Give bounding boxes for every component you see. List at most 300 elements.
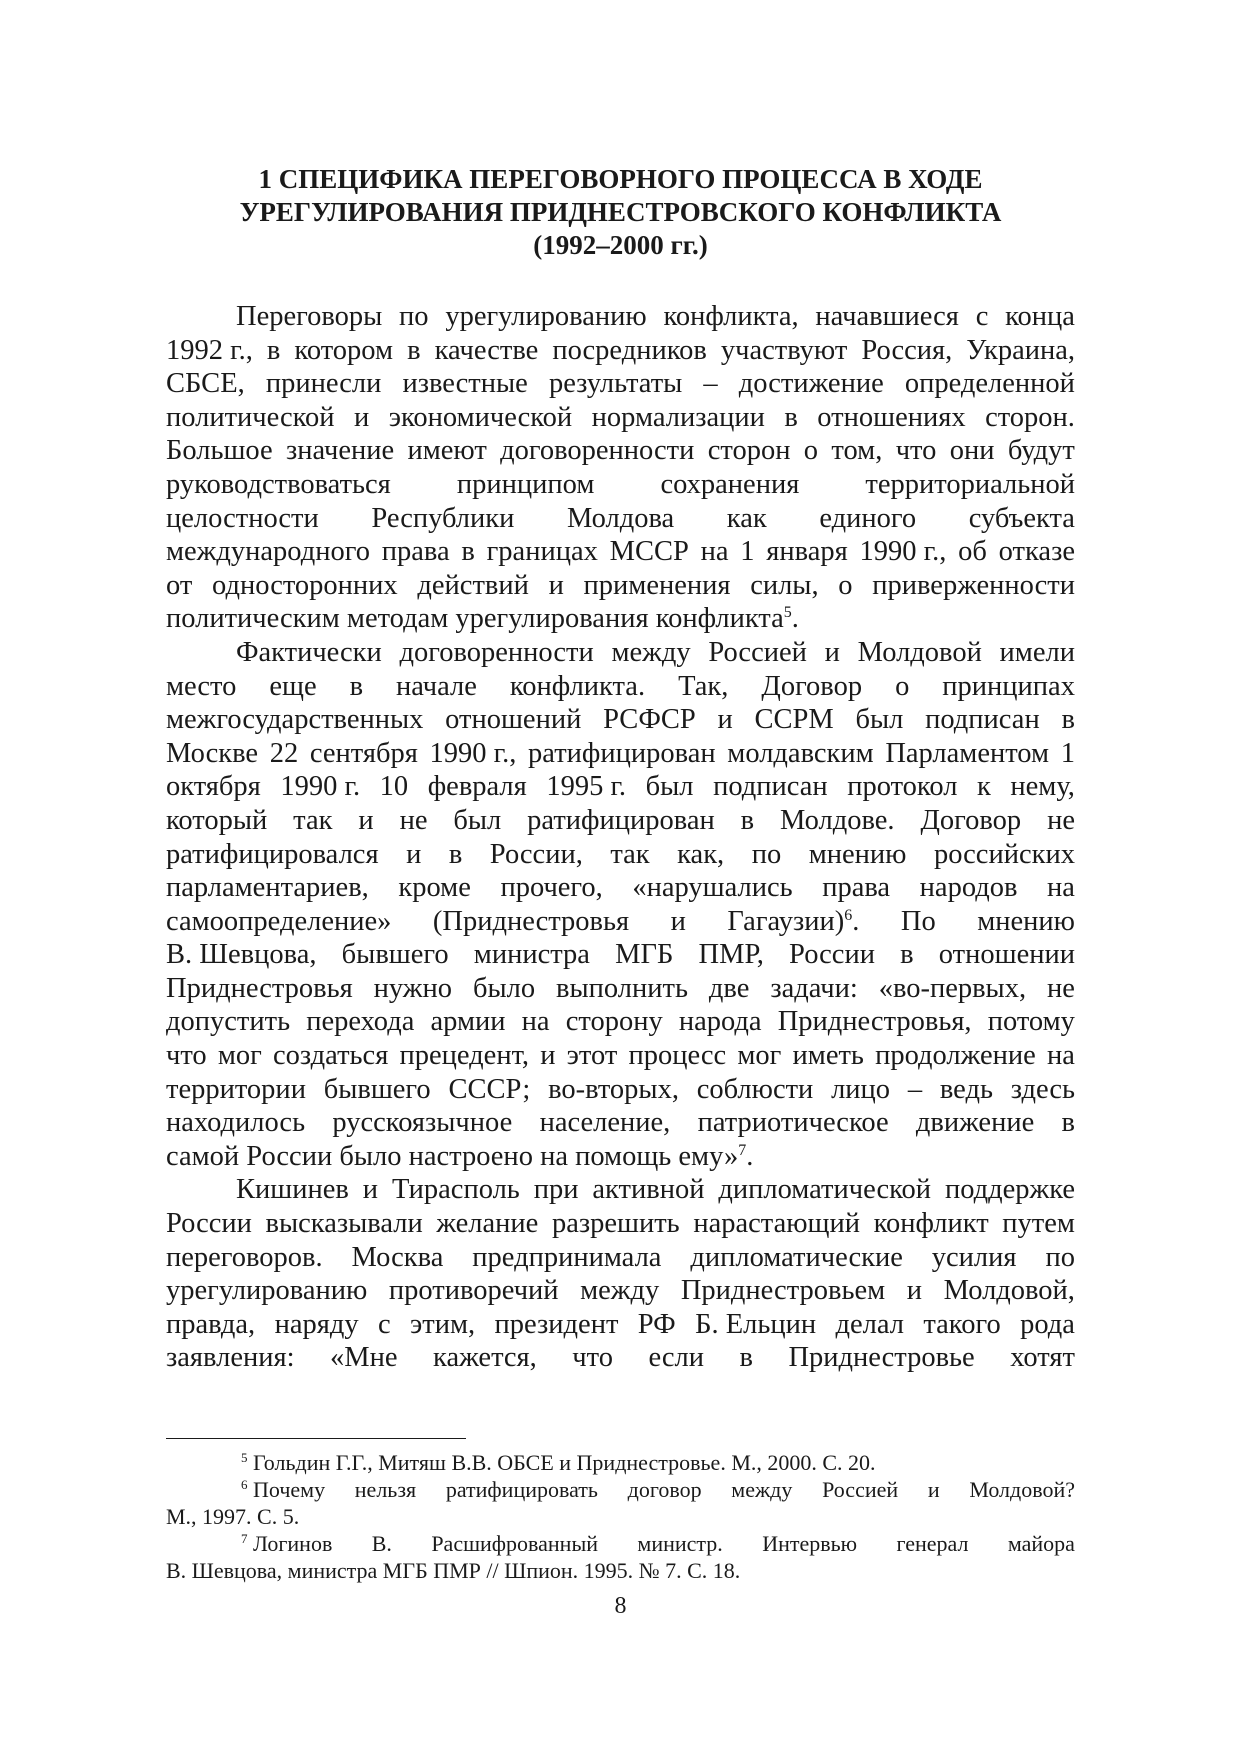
word: высказывали xyxy=(265,1208,423,1240)
word: Украина, xyxy=(966,334,1075,366)
text-line xyxy=(166,1341,1075,1375)
word: международного xyxy=(166,536,370,568)
word: ПМР, xyxy=(698,939,764,971)
word: сторон. xyxy=(985,401,1075,433)
word: сентября xyxy=(309,737,418,769)
word: на xyxy=(700,536,729,568)
word: МССР xyxy=(609,536,689,568)
word: активной xyxy=(592,1174,705,1206)
word: между xyxy=(580,1275,660,1307)
word: в xyxy=(461,536,475,568)
word: односторонних xyxy=(212,569,398,601)
word: потому xyxy=(987,1006,1075,1038)
word: с xyxy=(975,301,989,332)
text-line xyxy=(166,434,1075,468)
word: протокол xyxy=(847,771,958,803)
word: при xyxy=(533,1174,579,1206)
text-line xyxy=(166,1274,1075,1308)
word: приверженности xyxy=(872,569,1075,601)
word: применения xyxy=(583,569,731,601)
word: находилось xyxy=(166,1107,306,1139)
word: РФ xyxy=(637,1308,676,1340)
word: Республики xyxy=(371,502,515,534)
word: известные xyxy=(402,368,528,400)
word: что xyxy=(572,1342,613,1374)
word: не xyxy=(399,804,428,836)
word: наряду xyxy=(274,1308,359,1340)
text-line xyxy=(166,1173,1075,1207)
word: отношений xyxy=(445,704,582,736)
word: задачи: xyxy=(770,972,858,1004)
word: патриотическое xyxy=(697,1107,889,1139)
word: подписан xyxy=(713,771,828,803)
word: февраля xyxy=(427,771,527,803)
word: соблюсти xyxy=(696,1073,814,1105)
word: они xyxy=(949,435,995,467)
word: хотят xyxy=(1010,1342,1075,1374)
word: и xyxy=(824,636,840,668)
word: Приднестровья xyxy=(166,972,353,1004)
text-line xyxy=(166,401,1075,435)
word: и xyxy=(540,1040,556,1072)
text-line xyxy=(166,569,1075,603)
text-line xyxy=(166,905,1075,939)
word: заявления: xyxy=(166,1342,295,1374)
word: который xyxy=(166,804,268,836)
text-line xyxy=(166,737,1075,771)
page-number: 8 xyxy=(614,1593,627,1619)
word: принципом xyxy=(456,468,595,500)
word: Договор xyxy=(920,804,1022,836)
word: Фактически xyxy=(236,636,382,668)
word: Приднестровьем xyxy=(680,1275,886,1307)
word: от xyxy=(166,569,193,601)
word: и xyxy=(927,1477,940,1502)
footnote-line xyxy=(166,1503,1075,1530)
footnotes xyxy=(166,1449,1075,1584)
text-line xyxy=(166,670,1075,704)
word: о xyxy=(895,670,910,702)
text-line xyxy=(166,703,1075,737)
word: конфликт xyxy=(873,1208,989,1240)
word: Молдовой? xyxy=(969,1477,1075,1502)
word: не xyxy=(1047,972,1075,1004)
word: 10 xyxy=(379,771,409,803)
word: рода xyxy=(1020,1308,1075,1340)
word: субъекта xyxy=(968,502,1075,534)
word: продолжение xyxy=(875,1040,1036,1072)
text-line xyxy=(166,367,1075,401)
word: начале xyxy=(396,670,477,702)
word: 1990 г., xyxy=(859,536,947,568)
word: в xyxy=(349,670,364,702)
word: достижение xyxy=(738,368,884,400)
word: этим, xyxy=(410,1308,476,1340)
word: качестве xyxy=(434,334,539,366)
word: имели xyxy=(999,636,1075,668)
word: допустить xyxy=(166,1006,291,1038)
word: на xyxy=(1046,1040,1075,1072)
word: отношении xyxy=(938,939,1075,971)
word: к xyxy=(976,771,991,803)
word: 1 xyxy=(740,536,755,568)
word: в xyxy=(266,334,281,366)
word: 1990 г. xyxy=(280,771,361,803)
word: мог xyxy=(217,1040,262,1072)
word: мог xyxy=(737,1040,782,1072)
word: и xyxy=(406,838,422,870)
word: делал xyxy=(835,1308,904,1340)
word: было xyxy=(472,972,536,1004)
word: разрешить xyxy=(551,1208,680,1240)
word: противоречий xyxy=(388,1275,559,1307)
word: поддержке xyxy=(944,1174,1075,1206)
word: отказе xyxy=(998,536,1075,568)
word: между xyxy=(731,1477,793,1502)
word: «во-первых, xyxy=(878,972,1027,1004)
word: Интервью xyxy=(762,1531,858,1556)
word: нему, xyxy=(1010,771,1075,803)
chapter-heading xyxy=(166,163,1075,262)
word: политической xyxy=(166,401,335,433)
footnote-number: 5 xyxy=(241,1450,248,1465)
word: правда, xyxy=(166,1308,256,1340)
word: кроме xyxy=(398,872,471,904)
word: «Мне xyxy=(330,1342,398,1374)
word: в xyxy=(1061,704,1075,736)
word: 1990 г., xyxy=(429,737,517,769)
text-run: самой России было настроено на помощь ему» xyxy=(166,1140,739,1172)
word: нормализации xyxy=(591,401,765,433)
word: об xyxy=(958,536,987,568)
text-line xyxy=(166,1005,1075,1039)
word: создаться xyxy=(273,1040,389,1072)
word: посредников xyxy=(552,334,707,366)
word: в xyxy=(407,334,421,366)
word: нарастающий xyxy=(693,1208,860,1240)
word: «нарушались xyxy=(632,872,793,904)
word: Переговоры xyxy=(236,301,383,332)
word: Молдовой, xyxy=(943,1275,1075,1307)
word: что xyxy=(895,435,937,467)
word: – xyxy=(907,1073,923,1105)
text-line xyxy=(166,770,1075,804)
word: генерал xyxy=(896,1531,969,1556)
word: народов xyxy=(919,872,1018,904)
word: Москва xyxy=(351,1241,444,1273)
word: договоренности xyxy=(399,636,594,668)
text-line xyxy=(166,972,1075,1006)
word: имеют xyxy=(407,435,487,467)
word: принципах xyxy=(942,670,1075,702)
text-line xyxy=(166,334,1075,368)
word: еще xyxy=(269,670,317,702)
word: президент xyxy=(494,1308,619,1340)
footnote-separator xyxy=(166,1438,466,1439)
word: СССР; xyxy=(448,1073,531,1105)
footnote-line xyxy=(166,1449,1075,1476)
word: и xyxy=(358,804,374,836)
footnote-line xyxy=(166,1557,1075,1584)
word: Молдовой xyxy=(857,636,982,668)
word: дипломатические xyxy=(690,1241,903,1273)
body-text xyxy=(166,300,1075,1375)
word: СБСЕ, xyxy=(166,368,245,400)
word: подписан xyxy=(925,704,1040,736)
footnote-lead: $^7$ Логинов xyxy=(241,1531,333,1556)
word: М., 1997. С. 5. xyxy=(166,1504,300,1529)
word: в xyxy=(740,804,755,836)
text-line xyxy=(166,1073,1075,1107)
word: на xyxy=(521,1006,550,1038)
word: по xyxy=(1045,1241,1075,1273)
word: население, xyxy=(539,1107,671,1139)
word: ведь xyxy=(939,1073,993,1105)
footnote-number: 6 xyxy=(241,1477,248,1492)
word: сохранения xyxy=(660,468,800,500)
word: был xyxy=(645,771,694,803)
word: ратифицировать xyxy=(445,1477,598,1502)
word: отношениях xyxy=(817,401,966,433)
word: котором xyxy=(294,334,394,366)
word: предпринимала xyxy=(472,1241,662,1273)
word: Россией xyxy=(708,636,807,668)
word: участвуют xyxy=(720,334,848,366)
word: МГБ xyxy=(615,939,674,971)
word: в xyxy=(739,1342,753,1374)
word: две xyxy=(708,972,750,1004)
word: Б. Ельцин xyxy=(695,1308,817,1340)
heading-line: УРЕГУЛИРОВАНИЯ ПРИДНЕСТРОВСКОГО КОНФЛИКТА xyxy=(239,197,1002,227)
text-line xyxy=(166,938,1075,972)
text-line xyxy=(166,838,1075,872)
word: Гагаузии)$^6$. xyxy=(727,905,860,937)
text-line: самой России было настроено на помощь ему»$^7$. xyxy=(166,1140,754,1172)
word: мнению xyxy=(808,838,907,870)
word: ратифицирован xyxy=(528,737,716,769)
word: (Приднестровья xyxy=(432,905,630,937)
text-line xyxy=(166,300,1075,334)
word: так xyxy=(610,838,650,870)
word: армии xyxy=(430,1006,506,1038)
word: результаты xyxy=(548,368,683,400)
heading-line: (1992–2000 гг.) xyxy=(533,230,708,260)
word: Москве xyxy=(166,737,259,769)
word: целостности xyxy=(166,502,319,534)
footnote-line xyxy=(166,1476,1075,1503)
word: единого xyxy=(819,502,917,534)
word: действий xyxy=(417,569,529,601)
text-line xyxy=(166,1039,1075,1073)
word: и xyxy=(362,1174,379,1206)
word: Россия, xyxy=(861,334,953,366)
word: будут xyxy=(1007,435,1075,467)
word: том, xyxy=(831,435,883,467)
word: экономической xyxy=(388,401,573,433)
word: парламентариев, xyxy=(166,872,369,904)
word: В. xyxy=(371,1531,392,1556)
word: Так, xyxy=(678,670,729,702)
word: территории xyxy=(166,1073,306,1105)
word: и xyxy=(354,401,370,433)
word: переговоров. xyxy=(166,1241,323,1273)
word: о xyxy=(838,569,853,601)
word: был xyxy=(855,704,904,736)
word: договоренности xyxy=(500,435,695,467)
word: место xyxy=(166,670,237,702)
heading-line: 1 СПЕЦИФИКА ПЕРЕГОВОРНОГО ПРОЦЕССА В ХОДЕ xyxy=(258,164,983,194)
word: межгосударственных xyxy=(166,704,424,736)
word: самоопределение» xyxy=(166,905,392,937)
word: урегулированию xyxy=(445,301,647,332)
word: права xyxy=(381,536,450,568)
word: народа xyxy=(678,1006,762,1038)
word: России, xyxy=(489,838,583,870)
word: ССРМ xyxy=(754,704,834,736)
word: – xyxy=(703,368,718,400)
word: в xyxy=(448,838,463,870)
word: такого xyxy=(923,1308,1001,1340)
word: России xyxy=(789,939,875,971)
word: договор xyxy=(627,1477,702,1502)
text-line xyxy=(166,1207,1075,1241)
word: Кишинев xyxy=(236,1174,349,1206)
word: прецедент, xyxy=(399,1040,530,1072)
word: января xyxy=(766,536,848,568)
text-line xyxy=(166,1308,1075,1342)
word: 22 xyxy=(269,737,299,769)
word: дипломатической xyxy=(718,1174,932,1206)
word: был xyxy=(453,804,502,836)
word: начавшиеся xyxy=(815,301,959,332)
word: определенной xyxy=(904,368,1075,400)
word: Парламентом xyxy=(885,737,1050,769)
word: октября xyxy=(166,771,261,803)
text-line xyxy=(166,502,1075,536)
word: министр. xyxy=(637,1531,723,1556)
word: желание xyxy=(436,1208,539,1240)
word: границах xyxy=(486,536,598,568)
word: с xyxy=(377,1308,391,1340)
word: 1995 г. xyxy=(546,771,627,803)
word: по xyxy=(751,838,782,870)
text-line xyxy=(166,535,1075,569)
word: Договор xyxy=(761,670,863,702)
word: сторону xyxy=(565,1006,663,1038)
word: перехода xyxy=(306,1006,415,1038)
word: выполнить xyxy=(556,972,688,1004)
word: Россией xyxy=(822,1477,899,1502)
word: русскоязычное xyxy=(332,1107,513,1139)
text-run: политическим методам урегулирования конфликта xyxy=(166,603,784,635)
word: бывшего xyxy=(323,1073,431,1105)
text-line xyxy=(166,636,1075,670)
word: нужно xyxy=(373,972,452,1004)
footnote-ref[interactable]: 7 xyxy=(738,1141,747,1159)
word: в xyxy=(900,939,914,971)
word: конфликта, xyxy=(663,301,799,332)
text-line xyxy=(166,1106,1075,1140)
word: нельзя xyxy=(354,1477,417,1502)
word: ратифицировался xyxy=(166,838,379,870)
word: о xyxy=(803,435,819,467)
word: Приднестровье xyxy=(788,1342,975,1374)
word: лицо xyxy=(831,1073,891,1105)
word: так xyxy=(293,804,333,836)
word: Тирасполь xyxy=(391,1174,520,1206)
word: во-вторых, xyxy=(548,1073,679,1105)
word: майора xyxy=(1007,1531,1075,1556)
word: и xyxy=(548,569,564,601)
word: сторон xyxy=(707,435,791,467)
text-line xyxy=(166,871,1075,905)
word: силы, xyxy=(750,569,819,601)
word: как xyxy=(726,502,767,534)
word: молдавским xyxy=(727,737,874,769)
word: права xyxy=(822,872,891,904)
word: этот xyxy=(566,1040,618,1072)
word: территориальной xyxy=(865,468,1075,500)
word: российских xyxy=(933,838,1075,870)
word: В. Шевцова, министра МГБ ПМР // Шпион. 1995. № 7. С. 18. xyxy=(166,1558,741,1583)
word: В. Шевцова, xyxy=(166,939,317,971)
word: в xyxy=(1061,1107,1075,1139)
word: министра xyxy=(473,939,590,971)
word: и xyxy=(717,704,733,736)
word: бывшего xyxy=(341,939,449,971)
footnote-lead: $^5$ Гольдин Г.Г., Митяш В.В. ОБСЕ и Приднестровье. М., 2000. С. 20. xyxy=(241,1450,876,1475)
text-line xyxy=(166,1241,1075,1275)
word: конца xyxy=(1005,301,1075,332)
word: урегулированию xyxy=(166,1275,368,1307)
word: Большое xyxy=(166,435,273,467)
word: значение xyxy=(286,435,395,467)
word: движение xyxy=(915,1107,1035,1139)
footnote-line xyxy=(166,1530,1075,1557)
text-line: политическим методам урегулирования конфликта$^5$. xyxy=(166,603,799,635)
word: на xyxy=(1047,872,1075,904)
text-line xyxy=(166,804,1075,838)
word: России xyxy=(166,1208,252,1240)
footnote-ref[interactable]: 5 xyxy=(783,604,792,622)
word: здесь xyxy=(1010,1073,1075,1105)
word: Приднестровья, xyxy=(777,1006,972,1038)
word: принесли xyxy=(265,368,382,400)
word: усилия xyxy=(931,1241,1017,1273)
footnote-number: 7 xyxy=(241,1531,248,1546)
word: Молдова xyxy=(566,502,675,534)
word: Молдове. xyxy=(780,804,895,836)
footnote-lead: $^6$ Почему xyxy=(241,1477,326,1502)
word: если xyxy=(648,1342,704,1374)
word: 1992 г., xyxy=(166,334,253,366)
word: РСФСР xyxy=(603,704,696,736)
word: и xyxy=(906,1275,922,1307)
word: по xyxy=(399,301,429,332)
word: между xyxy=(611,636,691,668)
word: что xyxy=(166,1040,207,1072)
word: не xyxy=(1047,804,1075,836)
word: Расшифрованный xyxy=(431,1531,599,1556)
word: процесс xyxy=(628,1040,727,1072)
word: руководствоваться xyxy=(166,468,391,500)
word: в xyxy=(784,401,798,433)
word: конфликта. xyxy=(509,670,646,702)
word: мнению xyxy=(977,905,1075,937)
word: По xyxy=(900,905,936,937)
word: ратифицирован xyxy=(527,804,715,836)
word: путем xyxy=(1002,1208,1075,1240)
